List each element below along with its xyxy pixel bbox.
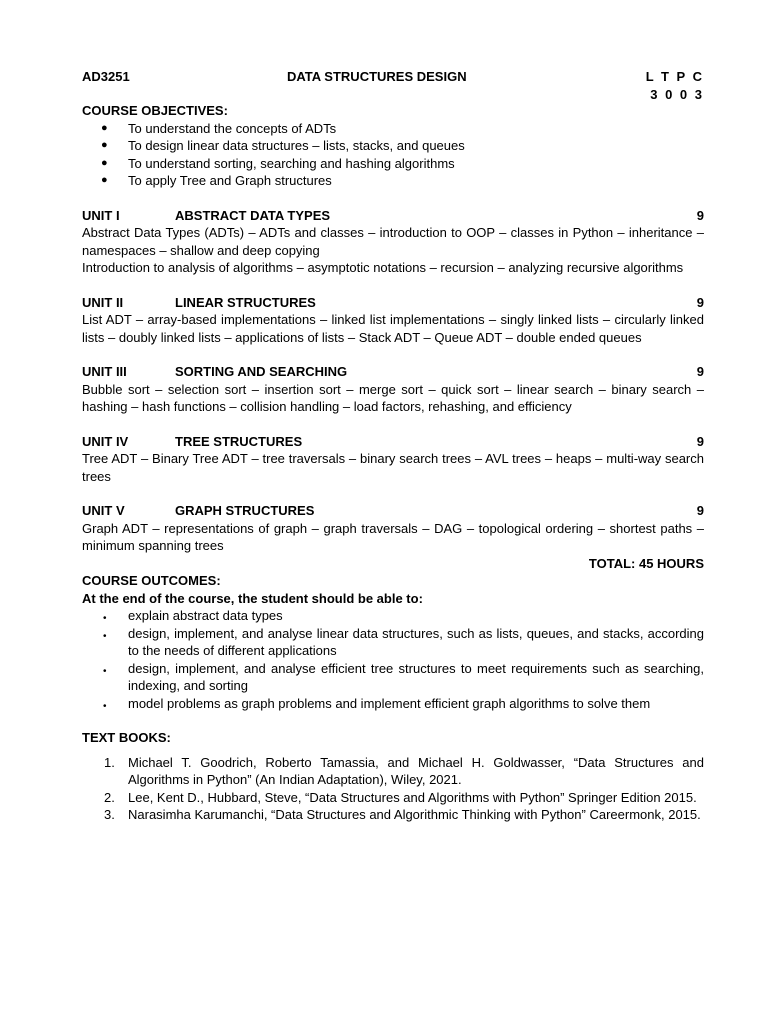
bullet-icon: • bbox=[103, 665, 107, 677]
unit-2 bbox=[82, 294, 704, 347]
list-number: 3. bbox=[104, 807, 115, 822]
bullet-icon: • bbox=[103, 700, 107, 712]
unit-heading bbox=[82, 502, 704, 520]
unit-5 bbox=[82, 502, 704, 555]
unit-hours: 9 bbox=[696, 364, 704, 379]
course-code: AD3251 bbox=[82, 69, 130, 84]
unit-heading bbox=[82, 207, 704, 225]
unit-heading bbox=[82, 363, 704, 381]
course-header bbox=[82, 66, 704, 102]
unit-label: UNIT V bbox=[82, 503, 125, 518]
objectives-list bbox=[82, 120, 704, 190]
unit-label: UNIT I bbox=[82, 207, 120, 223]
unit-title: GRAPH STRUCTURES bbox=[175, 503, 315, 518]
list-item: ● To understand the concepts of ADTs bbox=[101, 120, 337, 136]
list-item: 2. Lee, Kent D., Hubbard, Steve, “Data Structures and Algorithms with Python” Springer Edition 2015. bbox=[104, 789, 697, 805]
unit-paragraph: Introduction to analysis of algorithms – asymptotic notations – recursion – analyzing recursive algorithms bbox=[82, 260, 684, 275]
unit-hours: 9 bbox=[696, 294, 704, 310]
list-number: 1. bbox=[104, 754, 115, 770]
unit-heading bbox=[82, 294, 704, 312]
list-item: • design, implement, and analyse efficient tree structures to meet requirements such as searching, indexing, and sorting bbox=[103, 660, 704, 693]
ltpc-block bbox=[646, 68, 704, 103]
textbooks-title: TEXT BOOKS: bbox=[82, 730, 171, 745]
unit-hours: 9 bbox=[696, 207, 704, 223]
bullet-icon: • bbox=[103, 613, 107, 624]
unit-paragraph: Bubble sort – selection sort – insertion sort – merge sort – quick sort – linear search – binary search – hashing – hash functions – collision handling – load factors, rehashing, and efficiency bbox=[82, 381, 704, 414]
ltpc-label: L T P C bbox=[645, 69, 704, 84]
objectives-title: COURSE OBJECTIVES: bbox=[82, 103, 228, 118]
list-item: ● To design linear data structures – lists, stacks, and queues bbox=[101, 138, 465, 153]
unit-title: SORTING AND SEARCHING bbox=[175, 364, 348, 379]
list-item: ● To understand sorting, searching and hashing algorithms bbox=[101, 155, 455, 171]
list-item: ● To apply Tree and Graph structures bbox=[101, 173, 332, 188]
list-number: 2. bbox=[104, 789, 115, 805]
list-item: • model problems as graph problems and implement efficient graph algorithms to solve them bbox=[82, 695, 704, 713]
list-item: 3. Narasimha Karumanchi, “Data Structures and Algorithmic Thinking with Python” Careermonk, 2015. bbox=[104, 807, 701, 822]
list-item: 1. Michael T. Goodrich, Roberto Tamassia, and Michael H. Goldwasser, “Data Structures and Algorithms in Python” (An Indian Adaptation), Wiley, 2021. bbox=[104, 754, 704, 787]
bullet-icon: ● bbox=[101, 121, 108, 134]
unit-label: UNIT IV bbox=[82, 433, 129, 449]
unit-hours: 9 bbox=[696, 503, 704, 518]
course-title: DATA STRUCTURES DESIGN bbox=[287, 69, 467, 84]
textbooks-list bbox=[82, 754, 704, 824]
unit-heading bbox=[82, 433, 704, 451]
unit-label: UNIT III bbox=[82, 364, 127, 379]
unit-title: LINEAR STRUCTURES bbox=[175, 294, 316, 310]
unit-4 bbox=[82, 433, 704, 486]
unit-title: TREE STRUCTURES bbox=[175, 433, 303, 449]
outcomes-title: COURSE OUTCOMES: bbox=[82, 573, 221, 588]
unit-3 bbox=[82, 363, 704, 416]
unit-paragraph: Graph ADT – representations of graph – graph traversals – DAG – topological ordering – shortest paths – minimum spanning trees bbox=[82, 520, 704, 553]
unit-paragraph: Abstract Data Types (ADTs) – ADTs and classes – introduction to OOP – classes in Python – inheritance – namespaces – shallow and deep copying bbox=[82, 225, 704, 258]
unit-title: ABSTRACT DATA TYPES bbox=[175, 207, 331, 223]
bullet-icon: ● bbox=[101, 156, 108, 169]
unit-1 bbox=[82, 207, 704, 277]
total-hours: TOTAL: 45 HOURS bbox=[588, 555, 704, 571]
list-item: • explain abstract data types bbox=[82, 607, 704, 625]
unit-label: UNIT II bbox=[82, 294, 124, 310]
unit-hours: 9 bbox=[696, 433, 704, 449]
ltpc-values: 3 0 0 3 bbox=[650, 86, 704, 102]
unit-paragraph: List ADT – array-based implementations – linked list implementations – singly linked lists – circularly linked lists – doubly linked lists – applications of lists – Stack ADT – Queue ADT – double ended queues bbox=[82, 312, 704, 345]
outcomes-list bbox=[82, 607, 704, 712]
list-item: • design, implement, and analyse linear data structures, such as lists, queues, and stacks, according to the needs of different applications bbox=[103, 625, 704, 658]
bullet-icon: ● bbox=[101, 139, 108, 151]
unit-paragraph: Tree ADT – Binary Tree ADT – tree traversals – binary search trees – AVL trees – heaps – multi-way search trees bbox=[82, 451, 704, 484]
bullet-icon: ● bbox=[101, 174, 108, 186]
bullet-icon: • bbox=[103, 630, 107, 642]
outcomes-intro: At the end of the course, the student should be able to: bbox=[82, 590, 423, 606]
